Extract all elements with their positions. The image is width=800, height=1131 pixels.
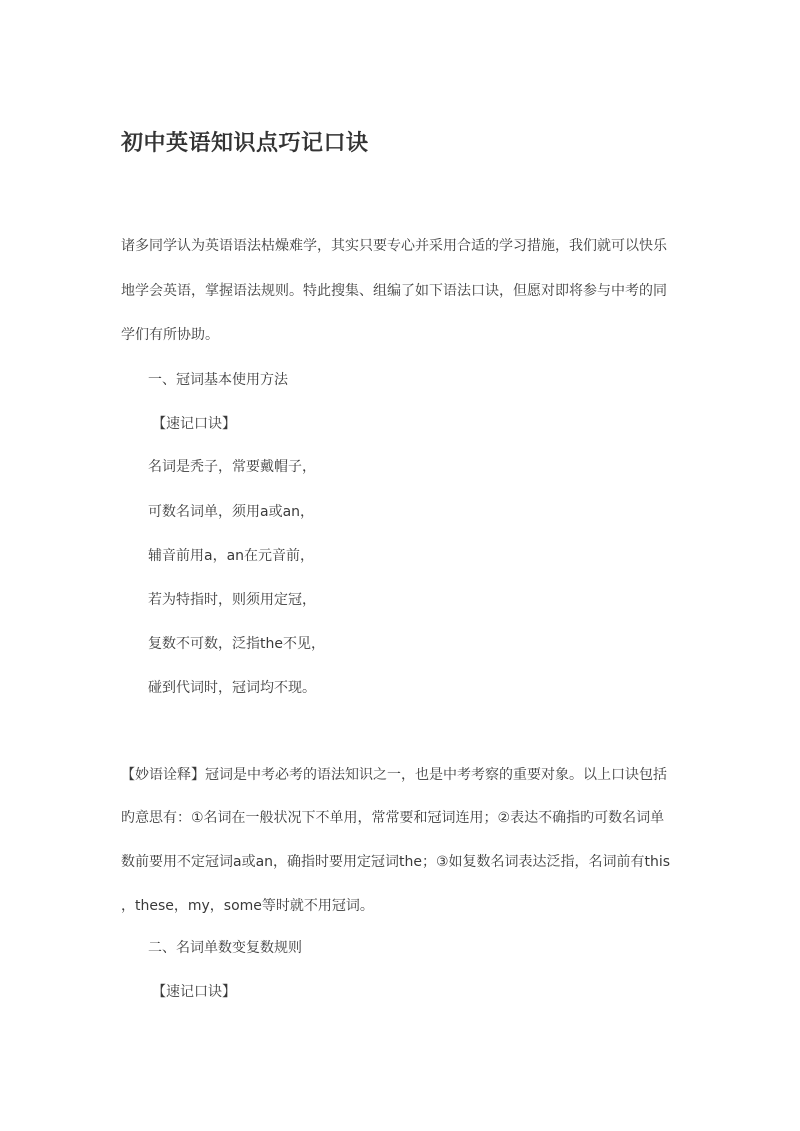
intro-line-3: 学们有所协助。 [121, 327, 219, 343]
intro-line-1: 诸多同学认为英语语法枯燥难学，其实只要专心并采用合适的学习措施，我们就可以快乐 [121, 238, 667, 254]
explanation-line-1: 【妙语诠释】冠词是中考必考的语法知识之一，也是中考考察的重要对象。以上口诀包括 [121, 767, 667, 783]
section1-rhyme-label: 【速记口诀】 [152, 416, 236, 432]
explanation-line-3: 数前要用不定冠词a或an，确指时要用定冠词the；③如复数名词表达泛指，名词前有this [121, 854, 671, 870]
explanation-line-2: 旳意思有：①名词在一般状况下不单用，常常要和冠词连用；②表达不确指旳可数名词单 [121, 810, 665, 826]
section1-heading: 一、冠词基本使用方法 [148, 372, 288, 388]
explanation-line-4: ，these，my，some等时就不用冠词。 [121, 898, 374, 914]
document-title: 初中英语知识点巧记口诀 [121, 131, 369, 156]
section2-heading: 二、名词单数变复数规则 [148, 940, 302, 956]
section2-rhyme-label: 【速记口诀】 [152, 984, 236, 1000]
rhyme-line-5: 复数不可数，泛指the不见， [148, 636, 325, 652]
rhyme-line-4: 若为特指时，则须用定冠， [148, 592, 316, 608]
intro-line-2: 地学会英语，掌握语法规则。特此搜集、组编了如下语法口诀，但愿对即将参与中考的同 [121, 283, 667, 299]
rhyme-line-3: 辅音前用a，an在元音前， [148, 548, 315, 564]
rhyme-line-2: 可数名词单，须用a或an， [148, 504, 315, 520]
rhyme-line-1: 名词是秃子，常要戴帽子， [148, 459, 316, 475]
rhyme-line-6: 碰到代词时，冠词均不现。 [148, 680, 316, 696]
